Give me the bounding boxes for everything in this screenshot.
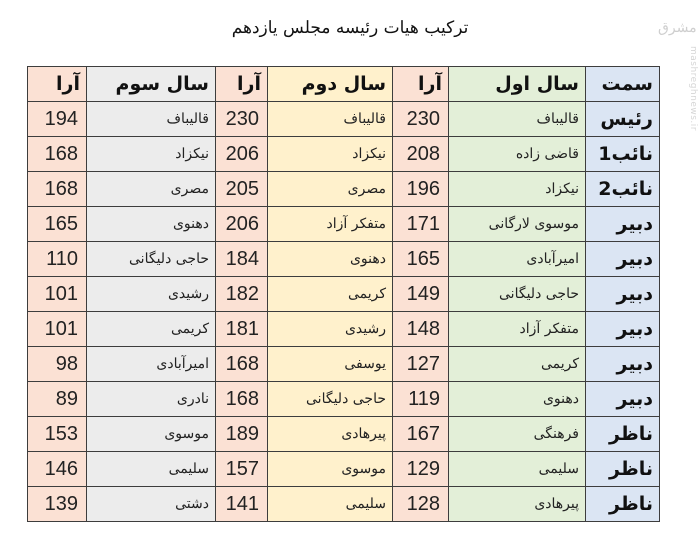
- votes-year1-cell: 165: [393, 242, 449, 277]
- name-year3-cell: نیکزاد: [87, 137, 216, 172]
- name-year2-cell: دهنوی: [268, 242, 393, 277]
- name-year1-cell: پیرهادی: [449, 487, 586, 522]
- name-year3-cell: مصری: [87, 172, 216, 207]
- role-cell: دبیر: [586, 242, 660, 277]
- votes-year1-cell: 127: [393, 347, 449, 382]
- votes-year3-cell: 101: [28, 312, 87, 347]
- table-row: [28, 347, 660, 382]
- votes-year1-cell: 230: [393, 102, 449, 137]
- role-cell: نائب1: [586, 137, 660, 172]
- header-row: [28, 67, 660, 102]
- votes-year3-cell: 168: [28, 137, 87, 172]
- votes-year3-cell: 165: [28, 207, 87, 242]
- header-votes-year3: آرا: [28, 67, 87, 102]
- votes-year2-cell: 168: [216, 347, 268, 382]
- votes-year1-cell: 119: [393, 382, 449, 417]
- table-row: [28, 417, 660, 452]
- table-row: [28, 137, 660, 172]
- name-year3-cell: دشتی: [87, 487, 216, 522]
- votes-year3-cell: 153: [28, 417, 87, 452]
- name-year2-cell: موسوی: [268, 452, 393, 487]
- table-row: [28, 242, 660, 277]
- name-year3-cell: موسوی: [87, 417, 216, 452]
- header-year2: سال دوم: [268, 67, 393, 102]
- name-year3-cell: نادری: [87, 382, 216, 417]
- role-cell: نائب2: [586, 172, 660, 207]
- votes-year1-cell: 128: [393, 487, 449, 522]
- votes-year2-cell: 230: [216, 102, 268, 137]
- table-row: [28, 452, 660, 487]
- name-year1-cell: دهنوی: [449, 382, 586, 417]
- table-row: [28, 312, 660, 347]
- votes-year3-cell: 101: [28, 277, 87, 312]
- name-year2-cell: یوسفی: [268, 347, 393, 382]
- name-year1-cell: قاضی زاده: [449, 137, 586, 172]
- presidium-table: [27, 66, 660, 522]
- name-year3-cell: سلیمی: [87, 452, 216, 487]
- votes-year2-cell: 184: [216, 242, 268, 277]
- votes-year2-cell: 189: [216, 417, 268, 452]
- watermark: [656, 6, 698, 131]
- votes-year3-cell: 168: [28, 172, 87, 207]
- header-role: سمت: [586, 67, 660, 102]
- name-year1-cell: حاجی دلیگانی: [449, 277, 586, 312]
- name-year1-cell: موسوی لارگانی: [449, 207, 586, 242]
- name-year1-cell: نیکزاد: [449, 172, 586, 207]
- page-title: ترکیب هیات رئیسه مجلس یازدهم: [231, 18, 469, 38]
- table-row: [28, 382, 660, 417]
- votes-year2-cell: 182: [216, 277, 268, 312]
- votes-year1-cell: 148: [393, 312, 449, 347]
- role-cell: دبیر: [586, 382, 660, 417]
- name-year3-cell: قالیباف: [87, 102, 216, 137]
- table-row: [28, 172, 660, 207]
- votes-year1-cell: 196: [393, 172, 449, 207]
- name-year2-cell: قالیباف: [268, 102, 393, 137]
- name-year2-cell: پیرهادی: [268, 417, 393, 452]
- name-year3-cell: رشیدی: [87, 277, 216, 312]
- name-year2-cell: مصری: [268, 172, 393, 207]
- votes-year1-cell: 208: [393, 137, 449, 172]
- watermark-site: mashreghnews.ir: [688, 46, 698, 131]
- table-row: [28, 277, 660, 312]
- votes-year1-cell: 167: [393, 417, 449, 452]
- name-year3-cell: دهنوی: [87, 207, 216, 242]
- votes-year1-cell: 129: [393, 452, 449, 487]
- name-year2-cell: کریمی: [268, 277, 393, 312]
- header-year1: سال اول: [449, 67, 586, 102]
- name-year1-cell: سلیمی: [449, 452, 586, 487]
- header-year3: سال سوم: [87, 67, 216, 102]
- name-year3-cell: امیرآبادی: [87, 347, 216, 382]
- table-row: [28, 102, 660, 137]
- name-year2-cell: حاجی دلیگانی: [268, 382, 393, 417]
- name-year1-cell: فرهنگی: [449, 417, 586, 452]
- role-cell: دبیر: [586, 207, 660, 242]
- votes-year2-cell: 157: [216, 452, 268, 487]
- votes-year3-cell: 110: [28, 242, 87, 277]
- role-cell: ناظر: [586, 452, 660, 487]
- name-year3-cell: کریمی: [87, 312, 216, 347]
- name-year2-cell: متفکر آزاد: [268, 207, 393, 242]
- table-row: [28, 487, 660, 522]
- role-cell: رئیس: [586, 102, 660, 137]
- votes-year3-cell: 194: [28, 102, 87, 137]
- role-cell: دبیر: [586, 347, 660, 382]
- role-cell: ناظر: [586, 417, 660, 452]
- name-year1-cell: امیرآبادی: [449, 242, 586, 277]
- role-cell: ناظر: [586, 487, 660, 522]
- name-year3-cell: حاجی دلیگانی: [87, 242, 216, 277]
- votes-year2-cell: 206: [216, 207, 268, 242]
- name-year2-cell: رشیدی: [268, 312, 393, 347]
- role-cell: دبیر: [586, 312, 660, 347]
- name-year1-cell: کریمی: [449, 347, 586, 382]
- name-year2-cell: نیکزاد: [268, 137, 393, 172]
- votes-year2-cell: 141: [216, 487, 268, 522]
- votes-year3-cell: 139: [28, 487, 87, 522]
- watermark-logo: مشرق: [658, 20, 697, 36]
- header-votes-year1: آرا: [393, 67, 449, 102]
- name-year1-cell: قالیباف: [449, 102, 586, 137]
- table-body: [28, 102, 660, 522]
- votes-year3-cell: 89: [28, 382, 87, 417]
- votes-year1-cell: 171: [393, 207, 449, 242]
- name-year2-cell: سلیمی: [268, 487, 393, 522]
- votes-year3-cell: 98: [28, 347, 87, 382]
- votes-year1-cell: 149: [393, 277, 449, 312]
- votes-year2-cell: 205: [216, 172, 268, 207]
- votes-year2-cell: 181: [216, 312, 268, 347]
- header-votes-year2: آرا: [216, 67, 268, 102]
- table-row: [28, 207, 660, 242]
- votes-year2-cell: 168: [216, 382, 268, 417]
- name-year1-cell: متفکر آزاد: [449, 312, 586, 347]
- votes-year2-cell: 206: [216, 137, 268, 172]
- role-cell: دبیر: [586, 277, 660, 312]
- votes-year3-cell: 146: [28, 452, 87, 487]
